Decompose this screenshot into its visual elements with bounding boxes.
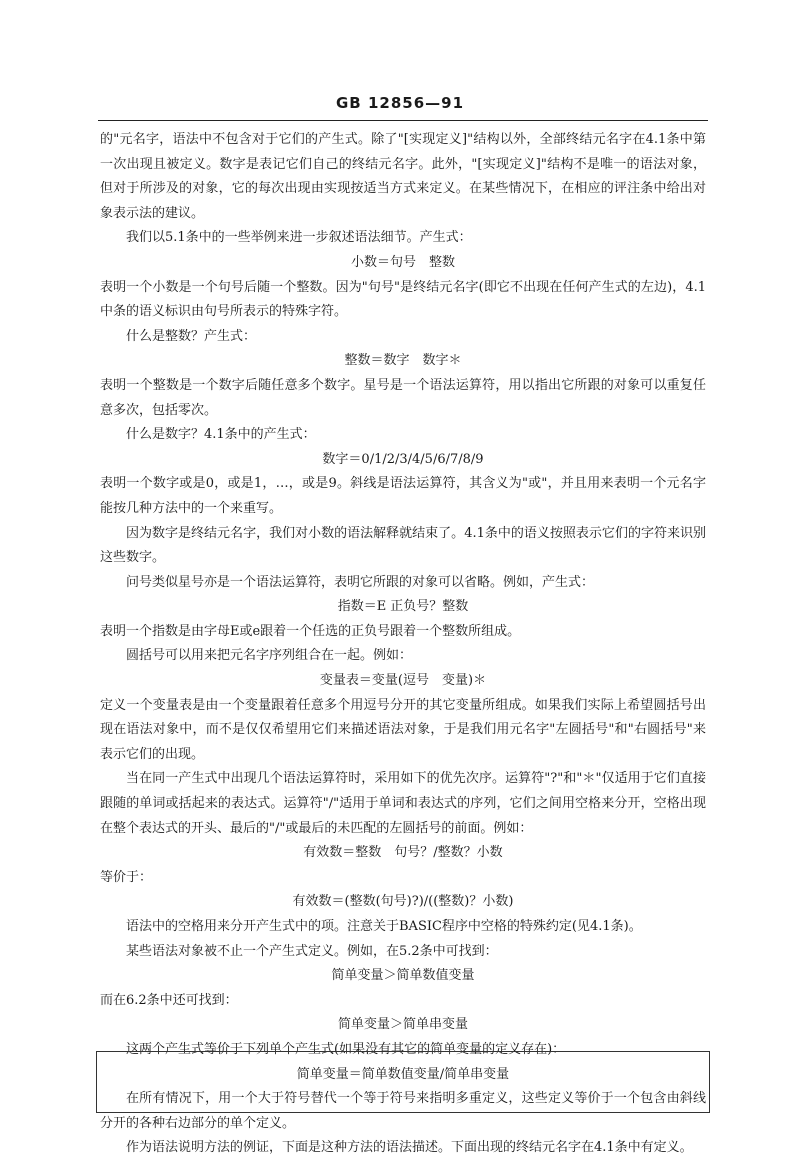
- paragraph: 表明一个整数是一个数字后随任意多个数字。星号是一个语法运算符，用以指出它所跟的对象可以重复任意多次，包括零次。: [100, 377, 706, 418]
- paragraph: 表明一个数字或是0，或是1，…，或是9。斜线是语法运算符，其含义为"或"，并且用来表明一个元名字能按几种方法中的一个来重写。: [100, 476, 706, 516]
- paragraph: 圆括号可以用来把元名字序列组合在一起。例如：: [126, 648, 413, 664]
- page-header: GB 12856—91: [335, 94, 465, 112]
- production-formula: 有效数＝整数 句号？/整数？小数: [303, 845, 503, 861]
- paragraph: 问号类似星号亦是一个语法运算符，表明它所跟的对象可以省略。例如，产生式：: [126, 574, 595, 590]
- header-rule: [98, 120, 708, 121]
- production-formula: 小数＝句号 整数: [350, 254, 455, 270]
- production-formula: 简单变量＞简单数值变量: [331, 968, 475, 984]
- paragraph: 因为数字是终结元名字，我们对小数的语法解释就结束了。4.1条中的语义按照表示它们的字符来识别这些数字。: [100, 525, 706, 566]
- paragraph: 什么是整数？产生式：: [126, 328, 257, 344]
- paragraph: 定义一个变量表是由一个变量跟着任意多个用逗号分开的其它变量所组成。如果我们实际上希望圆括号出现在语法对象中，而不是仅仅希望用它们来描述语法对象，于是我们用元名字"左圆括号"和"右圆括号"来表示它们的出现。: [100, 697, 706, 762]
- production-formula: 简单变量＝简单数值变量/简单串变量: [296, 1066, 510, 1082]
- production-formula: 数字＝0/1/2/3/4/5/6/7/8/9: [322, 451, 484, 467]
- document-body: [100, 128, 706, 1161]
- footer-frame: [96, 1051, 710, 1113]
- paragraph: 什么是数字？4.1条中的产生式：: [126, 427, 316, 443]
- paragraph: 在所有情况下，用一个大于符号替代一个等于符号来指明多重定义，这些定义等价于一个包含由斜线分开的各种右边部分的单个定义。: [100, 1091, 706, 1131]
- paragraph: 表明一个小数是一个句号后随一个整数。因为"句号"是终结元名字(即它不出现在任何产生式的左边)，4.1中条的语义标识由句号所表示的特殊字符。: [100, 279, 706, 320]
- production-formula: 简单变量＞简单串变量: [337, 1017, 468, 1033]
- paragraph: 某些语法对象被不止一个产生式定义。例如，在5.2条中可找到：: [126, 943, 498, 959]
- production-formula: 有效数＝(整数(句号)?)/((整数)？小数): [292, 894, 514, 910]
- production-formula: 指数＝E 正负号？整数: [337, 599, 469, 615]
- paragraph: 表明一个指数是由字母E或e跟着一个任选的正负号跟着一个整数所组成。: [100, 623, 521, 639]
- production-formula: 整数＝数字 数字＊: [344, 353, 462, 369]
- paragraph: 等价于：: [100, 869, 153, 885]
- production-formula: 变量表＝变量(逗号 变量)＊: [319, 673, 487, 689]
- paragraph: 而在6.2条中还可找到：: [100, 992, 238, 1008]
- paragraph: 当在同一产生式中出现几个语法运算符时，采用如下的优先次序。运算符"?"和"＊"仅适用于它们直接跟随的单词或括起来的表达式。运算符"/"适用于单词和表达式的序列，它们之间用空格来分开，空格出现在整个表达式的开头、最后的"/"或最后的未匹配的左圆括号的前面。例如：: [100, 771, 706, 836]
- paragraph: 我们以5.1条中的一些举例来进一步叙述语法细节。产生式：: [126, 230, 472, 246]
- paragraph: 这两个产生式等价于下列单个产生式(如果没有其它的简单变量的定义存在)：: [126, 1041, 566, 1057]
- paragraph: 的"元名字，语法中不包含对于它们的产生式。除了"[实现定义]"结构以外，全部终结元名字在4.1条中第一次出现且被定义。数字是表记它们自己的终结元名字。此外，"[实现定义]"结构不是唯一的语法对象，但对于所涉及的对象，它的每次出现由实现按适当方式来定义。在某些情况下，在相应的评注条中给出对象表示法的建议。: [100, 132, 706, 221]
- paragraph: 作为语法说明方法的例证，下面是这种方法的语法描述。下面出现的终结元名字在4.1条中有定义。: [126, 1140, 693, 1156]
- paragraph: 语法中的空格用来分开产生式中的项。注意关于BASIC程序中空格的特殊约定(见4.1条)。: [126, 919, 642, 934]
